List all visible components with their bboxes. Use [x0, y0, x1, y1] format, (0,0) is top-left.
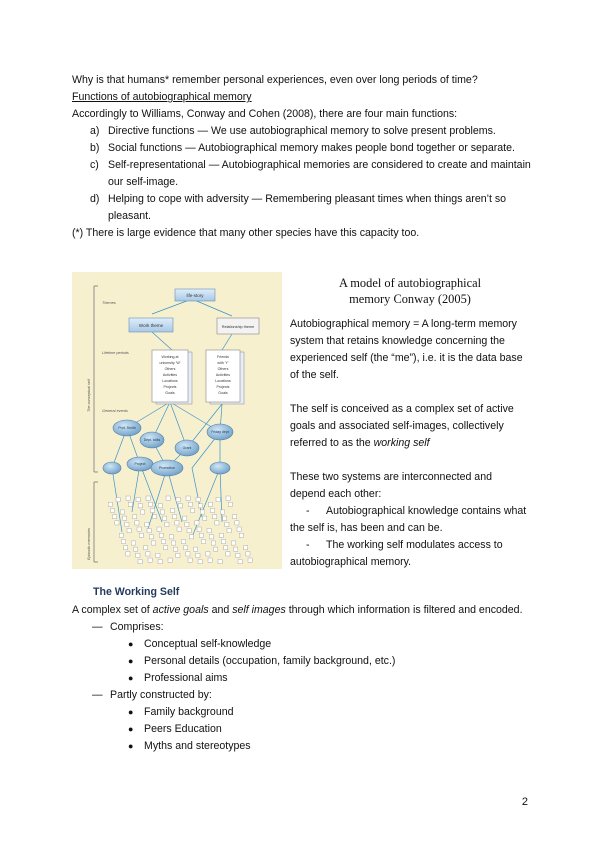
episodic-memory-cell	[220, 510, 224, 514]
episodic-memory-cell	[208, 502, 212, 506]
rel-card-line: Activities	[215, 373, 231, 377]
episodic-memory-cell	[176, 553, 180, 557]
function-marker: b)	[90, 142, 100, 154]
episodic-memory-cell	[116, 498, 120, 502]
episodic-memory-cell	[147, 529, 151, 533]
model-description	[290, 275, 530, 571]
model-text: The self is conceived as a complex set of active goals and associated self-images, collectively referred to as the	[290, 403, 514, 449]
episodic-memory-cell	[108, 502, 112, 506]
work-card-line: university 'W'	[159, 361, 181, 365]
episodic-memory-cell	[124, 546, 128, 550]
episodic-memory-cell	[128, 502, 132, 506]
list-item-text: Family background	[144, 706, 234, 718]
event-node-label: Project	[134, 462, 146, 466]
episodic-memory-cell	[234, 547, 238, 551]
functions-lead: Accordingly to Williams, Conway and Cohen (2008), there are four main functions:	[72, 108, 458, 120]
episodic-memory-cell	[203, 516, 207, 520]
def-text: and	[208, 604, 233, 616]
list-item	[72, 738, 532, 755]
rel-card-line: Projects	[216, 385, 230, 389]
level-brackets	[94, 286, 98, 562]
bullet: ●	[128, 639, 134, 649]
episodic-memory-cell	[214, 547, 218, 551]
dash-text: The working self modulates access to autobiographical memory.	[290, 539, 503, 568]
rel-card-line: Locations	[215, 379, 231, 383]
episodic-memory-cell	[144, 546, 148, 550]
episodic-memory-cell	[136, 498, 140, 502]
life-story-box	[175, 289, 215, 301]
episodic-memory-cell	[170, 508, 174, 512]
network-links	[112, 299, 232, 537]
episodic-memory-cell	[136, 553, 140, 557]
episodic-memory-cell	[225, 522, 229, 526]
relationship-lifetime-card	[206, 350, 244, 404]
episodic-memory-cell	[177, 527, 181, 531]
episodic-memory-cell	[125, 522, 129, 526]
list-item	[72, 721, 532, 738]
model-title	[290, 275, 530, 307]
episodic-memory-cell	[195, 521, 199, 525]
episodic-memory-cell	[161, 539, 165, 543]
episodic-memory-cell	[165, 522, 169, 526]
work-theme-label: Work theme	[138, 323, 164, 328]
episodic-memory-cell	[127, 529, 131, 533]
episodic-memory-cell	[237, 527, 241, 531]
function-item	[72, 123, 532, 140]
list-item-text: Professional aims	[144, 672, 228, 684]
episodic-memory-cell	[186, 496, 190, 500]
episodic-memory-cell	[146, 552, 150, 556]
active-goals-term: active goals	[152, 604, 209, 616]
episodic-memory-cell	[174, 547, 178, 551]
model-paragraph: Autobiographical memory = A long-term memory system that retains knowledge concerning the experienced self (the “me”), i.e. it is the data base of the self.	[290, 318, 523, 381]
partly-list	[72, 704, 532, 755]
episodic-memory-cell	[218, 560, 222, 564]
episodic-memory-cell	[153, 515, 157, 519]
episodic-memory-cell	[228, 502, 232, 506]
episodic-memory-cell	[157, 527, 161, 531]
list-item-text: Personal details (occupation, family background, etc.)	[144, 655, 396, 667]
episodic-memory-cell	[238, 560, 242, 564]
episodic-memory-cell	[133, 515, 137, 519]
model-title-line: memory Conway (2005)	[349, 292, 471, 306]
work-card-line: Goals	[165, 391, 175, 395]
intro-section	[72, 72, 532, 242]
model-dash-item	[290, 537, 530, 571]
episodic-memory-cell	[168, 558, 172, 562]
function-text: Directive functions — We use autobiographical memory to solve present problems.	[108, 125, 496, 137]
episodic-memory-cell	[208, 558, 212, 562]
relationship-theme-label: Relationship theme	[221, 325, 255, 329]
function-marker: a)	[90, 125, 100, 137]
episodic-memory-cell	[197, 527, 201, 531]
work-card-line: Others	[164, 367, 176, 371]
episodic-memory-cell	[189, 535, 193, 539]
event-node-label: Friday dept	[211, 430, 229, 434]
episodic-memory-cell	[244, 546, 248, 550]
episodic-memory-cell	[126, 496, 130, 500]
episodic-memory-cell	[163, 516, 167, 520]
list-item	[72, 636, 532, 653]
function-text: Helping to cope with adversity — Remembering pleasant times when things aren’t so pleasant.	[108, 193, 507, 222]
episodic-memory-cell	[151, 541, 155, 545]
intro-question: Why is that humans* remember personal experiences, even over long periods of time?	[72, 74, 478, 86]
def-text: through which information is filtered and encoded.	[285, 604, 523, 616]
episodic-memory-cell	[190, 508, 194, 512]
work-card-line: Working at	[161, 355, 179, 359]
episodic-memory-cell	[173, 515, 177, 519]
episodic-memory-cell	[198, 504, 202, 508]
bullet: ●	[128, 741, 134, 751]
episodic-memory-cell	[226, 496, 230, 500]
working-self-term: working self	[373, 437, 430, 449]
episodic-memory-cell	[226, 552, 230, 556]
conway-model-figure	[72, 272, 282, 569]
episodic-memory-cell	[150, 508, 154, 512]
episodic-memory-cell	[198, 560, 202, 564]
episodic-memory-cell	[207, 529, 211, 533]
episodic-memory-cell	[199, 533, 203, 537]
episodic-memory-cell	[139, 533, 143, 537]
episodic-memory-cell	[158, 560, 162, 564]
function-marker: d)	[90, 193, 100, 205]
list-item	[72, 653, 532, 670]
episodic-memory-cell	[183, 516, 187, 520]
work-theme-box	[129, 318, 173, 332]
partly-item	[72, 687, 532, 704]
function-text: Social functions — Autobiographical memory makes people bond together or separate.	[108, 142, 515, 154]
event-node-label: Dept. talks	[143, 438, 161, 442]
life-story-label: life-story	[186, 293, 204, 298]
episodic-memory-cell	[164, 546, 168, 550]
work-card-line: Activities	[162, 373, 178, 377]
function-marker: c)	[90, 159, 99, 171]
episodic-memory-cell	[119, 533, 123, 537]
episodic-memory-cell	[215, 521, 219, 525]
episodic-memory-cell	[138, 560, 142, 564]
episodic-memory-cell	[200, 510, 204, 514]
episodic-memory-cell	[206, 552, 210, 556]
episodic-memory-cell	[213, 515, 217, 519]
bullet: ●	[128, 673, 134, 683]
episodic-memory-cell	[210, 508, 214, 512]
episodic-memory-cell	[148, 502, 152, 506]
level-marker: —	[92, 621, 103, 633]
episodic-memory-cell	[169, 535, 173, 539]
episodic-memory-cell	[209, 535, 213, 539]
label-conceptual: The conceptual self	[87, 379, 91, 412]
list-item	[72, 670, 532, 687]
comprises-label: Comprises:	[110, 621, 164, 633]
episodic-memory-cell	[137, 527, 141, 531]
model-paragraph: These two systems are interconnected and depend each other:	[290, 471, 492, 500]
working-self-section	[72, 602, 532, 755]
episodic-memory-cell	[196, 498, 200, 502]
label-episodic: Episodic memories	[87, 527, 91, 560]
functions-heading: Functions of autobiographical memory	[72, 91, 252, 103]
episodic-memory-cell	[219, 533, 223, 537]
list-item-text: Peers Education	[144, 723, 222, 735]
dash-marker: -	[306, 505, 310, 517]
episodic-memory-cell	[159, 533, 163, 537]
episodic-memory-cell	[160, 510, 164, 514]
episodic-memory-cell	[145, 522, 149, 526]
rel-card-line: with 'Y'	[217, 361, 229, 365]
episodic-memory-cell	[126, 552, 130, 556]
episodic-memory-cell	[140, 510, 144, 514]
episodic-memory-cell	[121, 539, 125, 543]
episodic-memory-cell	[176, 498, 180, 502]
dash-text: Autobiographical knowledge contains what the self is, has been and can be.	[290, 505, 527, 534]
working-self-heading: The Working Self	[93, 586, 180, 598]
list-item	[72, 704, 532, 721]
list-item-text: Myths and stereotypes	[144, 740, 251, 752]
event-node-label: Promotion	[159, 466, 175, 470]
comprises-item	[72, 619, 532, 636]
episodic-memory-cell	[149, 535, 153, 539]
partly-label: Partly constructed by:	[110, 689, 212, 701]
species-footnote: (*) There is large evidence that many other species have this capacity too.	[72, 227, 420, 239]
self-images-term: self images	[232, 604, 286, 616]
model-dash-item	[290, 503, 530, 537]
rel-card-line: Goals	[218, 391, 228, 395]
label-themes: Themes	[102, 301, 116, 305]
episodic-memory-cell	[178, 504, 182, 508]
function-item	[72, 191, 532, 225]
event-node-label: Prof. Smith	[118, 426, 136, 430]
episodic-memory-cell	[211, 541, 215, 545]
episodic-memory-cell	[236, 553, 240, 557]
work-lifetime-card	[152, 350, 192, 404]
episodic-memory-cell	[175, 521, 179, 525]
label-general: General events	[102, 409, 128, 413]
episodic-memory-cell	[188, 502, 192, 506]
episodic-memory-cell	[186, 552, 190, 556]
event-node	[103, 462, 121, 474]
model-title-line: A model of autobiographical	[338, 276, 482, 290]
episodic-memory-cell	[248, 558, 252, 562]
functions-list	[72, 123, 532, 225]
episodic-memory-cell	[115, 521, 119, 525]
episodic-memory-cell	[181, 539, 185, 543]
episodic-memory-cell	[120, 510, 124, 514]
episodic-memory-cell	[188, 558, 192, 562]
episodic-memory-cell	[123, 516, 127, 520]
episodic-memory-cell	[231, 541, 235, 545]
rel-card-line: Others	[217, 367, 229, 371]
episodic-memory-cell	[201, 539, 205, 543]
episodic-memory-cell	[158, 504, 162, 508]
work-card-line: Projects	[163, 385, 177, 389]
bullet: ●	[128, 656, 134, 666]
rel-card-line: Friends	[217, 355, 229, 359]
function-item	[72, 157, 532, 191]
episodic-memory-cell	[246, 552, 250, 556]
function-text: Self-representational — Autobiographical memories are considered to create and maintain our self-image.	[108, 159, 531, 188]
episodic-memory-cell	[185, 522, 189, 526]
episodic-memory-cell	[235, 521, 239, 525]
bullet: ●	[128, 724, 134, 734]
episodic-memory-grid	[108, 496, 252, 564]
episodic-memory-cell	[135, 521, 139, 525]
episodic-memory-cell	[110, 508, 114, 512]
episodic-memory-cell	[171, 541, 175, 545]
episodic-memory-cell	[146, 496, 150, 500]
bullet: ●	[128, 707, 134, 717]
episodic-memory-cell	[224, 546, 228, 550]
level-marker: —	[92, 689, 103, 701]
function-item	[72, 140, 532, 157]
episodic-memory-cell	[196, 553, 200, 557]
episodic-memory-cell	[223, 516, 227, 520]
episodic-memory-cell	[239, 533, 243, 537]
list-item-text: Conceptual self-knowledge	[144, 638, 272, 650]
episodic-memory-cell	[148, 558, 152, 562]
episodic-memory-cell	[166, 496, 170, 500]
episodic-memory-cell	[156, 553, 160, 557]
episodic-memory-cell	[113, 515, 117, 519]
event-node-label: Grant	[182, 446, 192, 450]
work-card-line: Locations	[162, 379, 178, 383]
episodic-memory-cell	[131, 541, 135, 545]
episodic-memory-cell	[221, 539, 225, 543]
episodic-memory-cell	[233, 515, 237, 519]
model-paragraph	[290, 401, 530, 452]
comprises-list	[72, 636, 532, 687]
working-self-definition	[72, 602, 532, 619]
dash-marker: -	[306, 539, 310, 551]
episodic-memory-cell	[138, 504, 142, 508]
episodic-memory-cell	[134, 547, 138, 551]
page-number: 2	[521, 796, 528, 808]
label-lifetime: Lifetime periods	[102, 351, 129, 355]
relationship-theme-box	[217, 318, 259, 334]
event-node	[210, 462, 230, 474]
episodic-memory-cell	[227, 529, 231, 533]
episodic-memory-cell	[187, 529, 191, 533]
episodic-memory-cell	[194, 547, 198, 551]
episodic-memory-cell	[184, 546, 188, 550]
episodic-memory-cell	[216, 498, 220, 502]
def-text: A complex set of	[72, 604, 153, 616]
